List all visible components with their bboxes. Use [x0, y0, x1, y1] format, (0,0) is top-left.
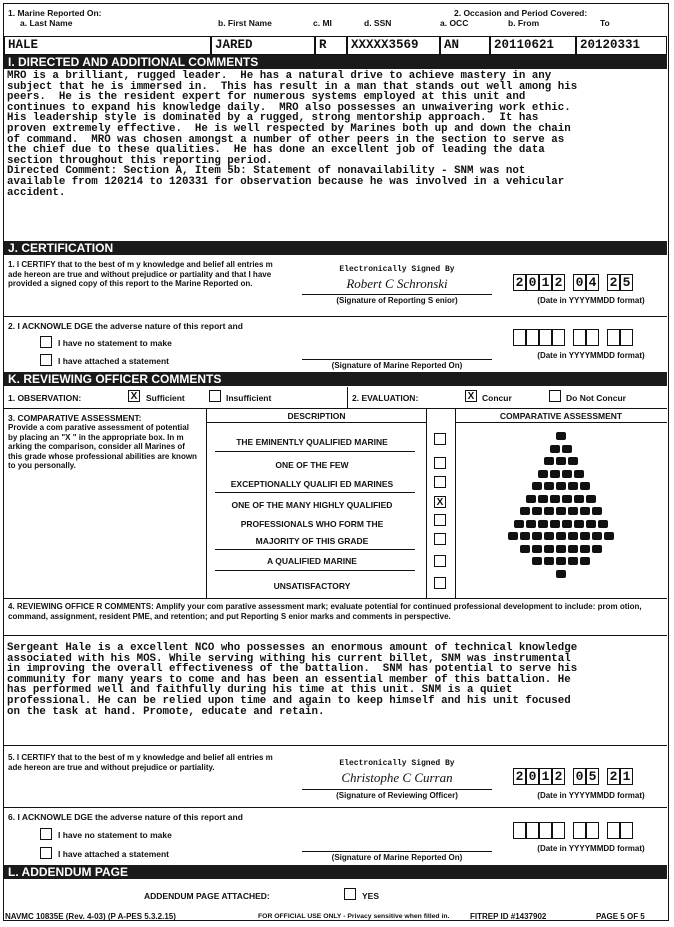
- sufficient-checkbox[interactable]: X: [128, 390, 140, 402]
- desc-highly-qualified: ONE OF THE MANY HIGHLY QUALIFIED: [231, 500, 393, 510]
- divider: [215, 492, 415, 493]
- marine-figure: [562, 520, 572, 528]
- date-digit-box[interactable]: 2: [552, 274, 565, 291]
- marine-figure: [568, 457, 578, 465]
- marine-figure: [562, 470, 572, 478]
- rs-date-boxes[interactable]: [485, 274, 637, 293]
- marine-figure: [544, 532, 554, 540]
- date-digit-box[interactable]: 2: [513, 274, 526, 291]
- section-l-header: L. ADDENDUM PAGE: [4, 865, 667, 879]
- page-number: PAGE 5 OF 5: [596, 912, 645, 921]
- date-digit-box[interactable]: [513, 822, 526, 839]
- divider: [4, 635, 667, 636]
- sig-caption-ro: (Signature of Reviewing Officer): [336, 791, 458, 800]
- marine-figure: [556, 432, 566, 440]
- marine-figure: [568, 507, 578, 515]
- divider: [455, 422, 667, 423]
- marine-figure: [550, 470, 560, 478]
- assessment-checkbox-4[interactable]: X: [434, 496, 446, 508]
- date-digit-box[interactable]: [573, 329, 586, 346]
- do-not-concur-checkbox[interactable]: [549, 390, 561, 402]
- signature-reviewing-officer[interactable]: Christophe C Curran: [341, 770, 453, 785]
- concur-checkbox[interactable]: X: [465, 390, 477, 402]
- marine-figure: [532, 507, 542, 515]
- date-digit-box[interactable]: 0: [573, 274, 586, 291]
- fitrep-id: FITREP ID #1437902: [470, 912, 547, 921]
- divider: [4, 316, 667, 317]
- section-j-header: J. CERTIFICATION: [4, 241, 667, 255]
- marine-figure: [538, 495, 548, 503]
- date-digit-box[interactable]: 2: [552, 768, 565, 785]
- to-date-field[interactable]: 20120331: [576, 36, 667, 55]
- marine-figure: [556, 507, 566, 515]
- sufficient-label: Sufficient: [146, 393, 185, 403]
- marine-figure: [592, 545, 602, 553]
- date-digit-box[interactable]: [607, 329, 620, 346]
- marine-figure: [526, 520, 536, 528]
- marine-figure: [574, 495, 584, 503]
- marine-figure: [520, 532, 530, 540]
- addendum-attached-label: ADDENDUM PAGE ATTACHED:: [144, 891, 270, 901]
- date-digit-box[interactable]: [513, 329, 526, 346]
- ro-date-boxes[interactable]: [485, 768, 637, 787]
- marine-figure: [574, 520, 584, 528]
- marine-figure: [550, 495, 560, 503]
- mi-label: c. MI: [313, 18, 332, 28]
- to-label: To: [600, 18, 610, 28]
- marine-figure: [550, 520, 560, 528]
- addendum-yes-checkbox[interactable]: [344, 888, 356, 900]
- divider: [207, 422, 426, 423]
- description-column: [206, 408, 427, 598]
- date-caption2-k: (Date in YYYYMMDD format): [537, 844, 645, 853]
- ro-comments-instructions: 4. REVIEWING OFFICE R COMMENTS: Amplify your com parative assessment mark; evaluate potential for continued professional development to include: prom otion, command, assignment, resident PME, and retention; and put Reporting S enior marks and comments in perspective.: [8, 602, 642, 621]
- mro-sig-caption-j: (Signature of Marine Reported On): [331, 361, 463, 370]
- desc-majority: MAJORITY OF THIS GRADE: [255, 536, 369, 546]
- ssn-field[interactable]: XXXXX3569: [347, 36, 440, 55]
- marine-figure: [538, 520, 548, 528]
- marine-figure: [544, 557, 554, 565]
- do-not-concur-label: Do Not Concur: [566, 393, 626, 403]
- mro-date-boxes-k[interactable]: [485, 822, 637, 841]
- marine-figure: [580, 557, 590, 565]
- fouo-notice: FOR OFFICIAL USE ONLY - Privacy sensitive when filled in.: [258, 913, 450, 920]
- occ-label: a. OCC: [440, 18, 469, 28]
- mro-signature-line-j: [302, 359, 492, 360]
- no-statement-checkbox-j[interactable]: [40, 336, 52, 348]
- date-digit-box[interactable]: 1: [539, 768, 552, 785]
- assessment-header: COMPARATIVE ASSESSMENT: [499, 411, 623, 421]
- marine-figure: [586, 520, 596, 528]
- concur-label: Concur: [482, 393, 512, 403]
- directed-comments-text: MRO is a brilliant, rugged leader. He has a natural drive to achieve mastery in any subject that he is immersed in. This has result in a man that stands out well among his peers. He is the resident expert for numerous systems employed at this unit and continues to expand his knowledge daily. MRO also possesses an unwaivering work ethic. His leadership style is dominated by a rugged, strong mentorship approach. It has proven extremely effective. He is well respected by Marines both up and down the chain of command. MRO was chosen amongst a number of other peers in the section to serve as the chief due to these qualities. He has done an excellent job of leading the data section throughout this reporting period. Directed Comment: Section A, Item 5b: Statement of nonavailability - SNM was not available from 120214 to 120331 for observation because he was involved in a vehicular accident.: [7, 70, 578, 199]
- marine-figure: [562, 445, 572, 453]
- occasion-label: 2. Occasion and Period Covered:: [454, 8, 588, 18]
- marine-figure: [520, 507, 530, 515]
- date-digit-box[interactable]: [586, 329, 599, 346]
- date-digit-box[interactable]: [526, 329, 539, 346]
- date-digit-box[interactable]: 0: [526, 768, 539, 785]
- date-digit-box[interactable]: 4: [586, 274, 599, 291]
- comparative-title: 3. COMPARATIVE ASSESSMENT:: [8, 413, 142, 423]
- assessment-pyramid-graphic: [455, 424, 667, 596]
- assessment-checkbox-1[interactable]: [434, 433, 446, 445]
- marine-figure: [556, 570, 566, 578]
- divider: [4, 745, 667, 746]
- desc-professionals: PROFESSIONALS WHO FORM THE: [240, 519, 384, 529]
- date-caption-rs: (Date in YYYYMMDD format): [537, 296, 645, 305]
- date-digit-box[interactable]: 1: [620, 768, 633, 785]
- form-id: NAVMC 10835E (Rev. 4-03) (P A-PES 5.3.2.15): [5, 912, 176, 921]
- marine-figure: [532, 482, 542, 490]
- marine-figure: [538, 470, 548, 478]
- comparative-instructions: Provide a com parative assessment of potential by placing an "X " in the appropriate box. In m arking the comparison, consider all Marines of this grade whose professional abilities are known to you personally.: [8, 423, 197, 470]
- assessment-checkbox-2[interactable]: [434, 457, 446, 469]
- marine-figure: [580, 532, 590, 540]
- assessment-checkbox-5[interactable]: [434, 514, 446, 526]
- marine-figure: [592, 507, 602, 515]
- marine-figure: [580, 507, 590, 515]
- date-digit-box[interactable]: 0: [526, 274, 539, 291]
- observation-label: 1. OBSERVATION:: [8, 393, 82, 403]
- marine-figure: [568, 482, 578, 490]
- fitrep-form-page: [3, 3, 669, 921]
- date-digit-box[interactable]: 2: [607, 768, 620, 785]
- date-digit-box[interactable]: 5: [586, 768, 599, 785]
- first-name-label: b. First Name: [218, 18, 272, 28]
- date-digit-box[interactable]: [620, 822, 633, 839]
- marine-figure: [532, 532, 542, 540]
- marine-figure: [550, 445, 560, 453]
- esig-label-rs: Electronically Signed By: [339, 265, 455, 274]
- divider: [4, 807, 667, 808]
- desc-one-of-few: ONE OF THE FEW: [275, 460, 349, 470]
- evaluation-label: 2. EVALUATION:: [352, 393, 419, 403]
- marine-figure: [568, 557, 578, 565]
- desc-exceptionally-qualified: EXCEPTIONALLY QUALIFI ED MARINES: [230, 479, 394, 489]
- divider: [215, 549, 415, 550]
- item1-label: 1. Marine Reported On:: [8, 8, 102, 18]
- section-i-header: I. DIRECTED AND ADDITIONAL COMMENTS: [4, 55, 667, 69]
- marine-figure: [556, 482, 566, 490]
- marine-figure: [520, 545, 530, 553]
- marine-figure: [580, 482, 590, 490]
- date-caption2-j: (Date in YYYYMMDD format): [537, 351, 645, 360]
- assessment-checkbox-7[interactable]: [434, 555, 446, 567]
- first-name-field[interactable]: JARED: [211, 36, 315, 55]
- attached-statement-label-j: I have attached a statement: [58, 356, 170, 366]
- date-digit-box[interactable]: 2: [513, 768, 526, 785]
- marine-figure: [556, 457, 566, 465]
- marine-figure: [568, 532, 578, 540]
- date-digit-box[interactable]: [586, 822, 599, 839]
- assessment-checkbox-3[interactable]: [434, 476, 446, 488]
- insufficient-checkbox[interactable]: [209, 390, 221, 402]
- attached-statement-checkbox-k[interactable]: [40, 847, 52, 859]
- signature-reporting-senior[interactable]: Robert C Schronski: [346, 276, 448, 291]
- description-header: DESCRIPTION: [287, 411, 346, 421]
- date-digit-box[interactable]: 2: [607, 274, 620, 291]
- sig-caption-rs: (Signature of Reporting S enior): [336, 296, 458, 305]
- marine-figure: [514, 520, 524, 528]
- date-digit-box[interactable]: [573, 822, 586, 839]
- date-digit-box[interactable]: 1: [539, 274, 552, 291]
- desc-unsatisfactory: UNSATISFACTORY: [273, 581, 351, 591]
- esig-label-ro: Electronically Signed By: [339, 759, 455, 768]
- desc-eminently-qualified: THE EMINENTLY QUALIFIED MARINE: [236, 437, 388, 447]
- marine-figure: [592, 532, 602, 540]
- date-digit-box[interactable]: [607, 822, 620, 839]
- marine-figure: [556, 532, 566, 540]
- mro-signature-line-k: [302, 851, 492, 852]
- last-name-field[interactable]: HALE: [4, 36, 211, 55]
- cert5-text: 5. I CERTIFY that to the best of m y knowledge and belief all entries m ade hereon are true and without prejudice or partiality.: [8, 753, 273, 772]
- section-k-header: K. REVIEWING OFFICER COMMENTS: [4, 372, 667, 386]
- marine-figure: [568, 545, 578, 553]
- divider: [347, 387, 348, 408]
- date-digit-box[interactable]: [552, 329, 565, 346]
- mro-sig-caption-k: (Signature of Marine Reported On): [331, 853, 463, 862]
- ssn-label: d. SSN: [364, 18, 392, 28]
- date-digit-box[interactable]: 5: [620, 274, 633, 291]
- attached-statement-label-k: I have attached a statement: [58, 849, 170, 859]
- marine-figure: [544, 482, 554, 490]
- divider: [4, 598, 667, 599]
- divider: [215, 451, 415, 452]
- insufficient-label: Insufficient: [226, 393, 272, 403]
- occ-field[interactable]: AN: [440, 36, 490, 55]
- marine-figure: [508, 532, 518, 540]
- marine-figure: [580, 545, 590, 553]
- date-digit-box[interactable]: [539, 329, 552, 346]
- date-digit-box[interactable]: [552, 822, 565, 839]
- last-name-label: a. Last Name: [20, 18, 73, 28]
- signature-line-rs: [302, 294, 492, 295]
- marine-figure: [544, 507, 554, 515]
- date-digit-box[interactable]: 0: [573, 768, 586, 785]
- marine-figure: [544, 457, 554, 465]
- desc-qualified-marine: A QUALIFIED MARINE: [267, 556, 357, 566]
- cert1-text: 1. I CERTIFY that to the best of m y knowledge and belief all entries m ade hereon are true and without prejudice or partiality and that I have provided a signed copy of this report to the Marine Reported on.: [8, 260, 273, 288]
- addendum-yes-label: YES: [362, 891, 380, 901]
- no-statement-label-k: I have no statement to make: [58, 830, 172, 840]
- no-statement-checkbox-k[interactable]: [40, 828, 52, 840]
- ack-text-j: 2. I ACKNOWLE DGE the adverse nature of this report and: [8, 321, 243, 331]
- assessment-checkbox-8[interactable]: [434, 577, 446, 589]
- marine-figure: [598, 520, 608, 528]
- divider: [215, 570, 415, 571]
- date-caption-ro: (Date in YYYYMMDD format): [537, 791, 645, 800]
- no-statement-label-j: I have no statement to make: [58, 338, 172, 348]
- mi-field[interactable]: R: [315, 36, 347, 55]
- marine-figure: [526, 495, 536, 503]
- marine-figure: [544, 545, 554, 553]
- assessment-checkbox-6[interactable]: [434, 533, 446, 545]
- marine-figure: [556, 545, 566, 553]
- marine-figure: [532, 557, 542, 565]
- from-label: b. From: [508, 18, 540, 28]
- marine-figure: [586, 495, 596, 503]
- date-digit-box[interactable]: [526, 822, 539, 839]
- from-date-field[interactable]: 20110621: [490, 36, 576, 55]
- signature-line-ro: [302, 789, 492, 790]
- ro-comments-text: Sergeant Hale is a excellent NCO who possesses an enormous amount of technical knowledge associated with his MOS. While serving withing his current billet, SNM was instrumental in improving the overall effectiveness of the battalion. SNM has potential to serve his community for many years to come and has been an essential member of this battalion. He has performed well and faithfully during his time at this unit. SNM is a quiet professional. He can be relied upon time and again to keep himself and his unit focused on the task at hand. Promote, educate and retain.: [7, 642, 578, 718]
- marine-figure: [556, 557, 566, 565]
- marine-figure: [532, 545, 542, 553]
- marine-figure: [562, 495, 572, 503]
- marine-figure: [574, 470, 584, 478]
- marine-figure: [604, 532, 614, 540]
- date-digit-box[interactable]: [620, 329, 633, 346]
- mro-date-boxes-j[interactable]: [485, 329, 637, 348]
- date-digit-box[interactable]: [539, 822, 552, 839]
- attached-statement-checkbox-j[interactable]: [40, 354, 52, 366]
- ack-text-k: 6. I ACKNOWLE DGE the adverse nature of this report and: [8, 812, 243, 822]
